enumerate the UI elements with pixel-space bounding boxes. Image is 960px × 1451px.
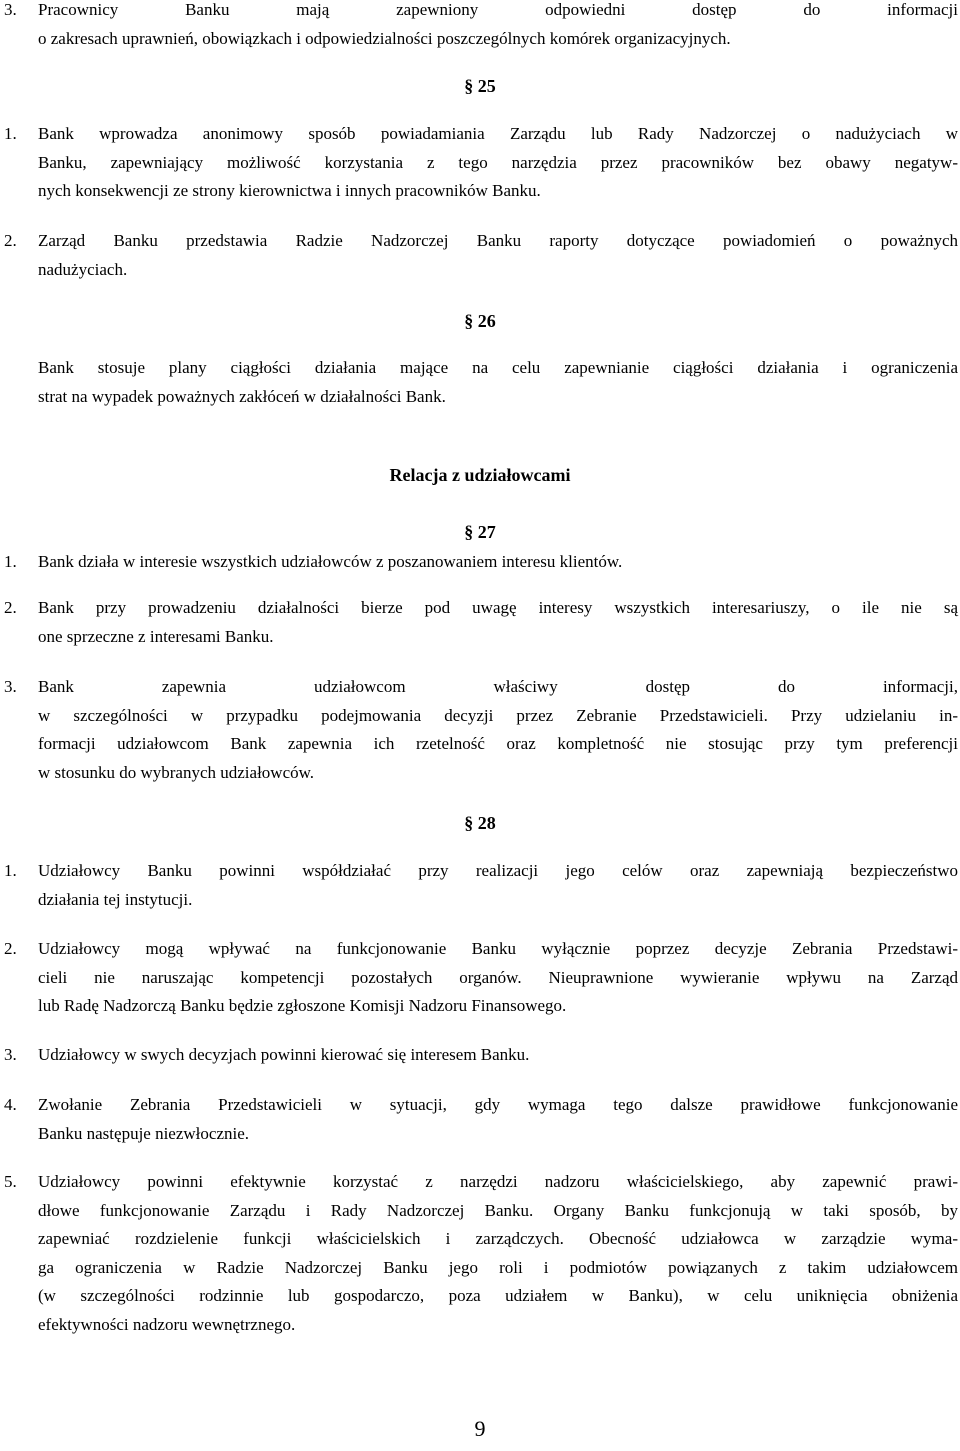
text-line: Bank przy prowadzeniu działalności bierze pod uwagę interesy wszystkich interesariuszy, o ile nie są [38, 598, 958, 617]
section-28-heading: § 28 [464, 813, 496, 833]
text-line: Bank zapewnia udziałowcom właściwy dostęp do informacji, [38, 677, 958, 696]
item-number: 2. [4, 939, 17, 958]
text-line: Banku, zapewniający możliwość korzystania z tego narzędzia przez pracowników bez obawy negatyw- [38, 152, 958, 172]
item-number: 1. [4, 861, 17, 880]
item-number: 2. [4, 231, 17, 250]
item-text [38, 594, 958, 651]
text-line: o zakresach uprawnień, obowiązkach i odpowiedzialności poszczególnych komórek organizacyjnych. [38, 28, 731, 48]
item-number: 5. [4, 1172, 17, 1191]
item-text [38, 1041, 958, 1070]
text-line: cieli nie naruszając kompetencji pozostałych organów. Nieuprawnione wywieranie wpływu na Zarząd [38, 967, 958, 987]
item-number: 2. [4, 598, 17, 617]
item-number: 3. [4, 1045, 17, 1064]
text-line: działania tej instytucji. [38, 889, 193, 909]
text-line: one sprzeczne z interesami Banku. [38, 626, 274, 646]
item-text [38, 1168, 958, 1339]
s28-item-1 [0, 857, 958, 914]
text-line: Udziałowcy Banku powinni współdziałać przy realizacji jego celów oraz zapewniają bezpieczeństwo [38, 861, 958, 880]
text-line: nadużyciach. [38, 259, 128, 279]
text-line: w stosunku do wybranych udziałowców. [38, 762, 315, 782]
text-line: efektywności nadzoru wewnętrznego. [38, 1314, 296, 1334]
item-text [38, 0, 958, 53]
text-line: Udziałowcy w swych decyzjach powinni kierować się interesem Banku. [38, 1045, 530, 1064]
text-line: Udziałowcy mogą wpływać na funkcjonowanie Banku wyłącznie poprzez decyzje Zebrania Przedstawi- [38, 939, 958, 958]
text-line: w szczególności w przypadku podejmowania decyzji przez Zebranie Przedstawicieli. Przy udzielaniu in- [38, 705, 958, 725]
section-26-heading: § 26 [464, 311, 496, 331]
item-text [38, 935, 958, 1021]
text-line: Pracownicy Banku mają zapewniony odpowiedni dostęp do informacji [38, 0, 958, 19]
item-text [38, 120, 958, 206]
text-line: dłowe funkcjonowanie Zarządu i Rady Nadzorczej Banku. Organy Banku funkcjonują w taki sposób, by [38, 1200, 958, 1220]
item-number: 1. [4, 552, 17, 571]
item-text [38, 548, 958, 577]
section-25-heading: § 25 [464, 76, 496, 96]
s28-item-4 [0, 1091, 958, 1148]
item-text [38, 227, 958, 284]
item-text [38, 1091, 958, 1148]
section-27-heading: § 27 [464, 522, 496, 542]
s27-item-2 [0, 594, 958, 651]
text-line: ga ograniczenia w Radzie Nadzorczej Banku jego roli i podmiotów powiązanych z takim udziałowcem [38, 1257, 958, 1277]
s25-item-2 [0, 227, 958, 284]
s27-item-1 [0, 548, 958, 577]
s27-item-3 [0, 673, 958, 787]
text-line: (w szczególności rodzinnie lub gospodarczo, poza udziałem w Banku), w celu uniknięcia obniżenia [38, 1286, 958, 1305]
text-line: strat na wypadek poważnych zakłóceń w działalności Bank. [38, 386, 446, 406]
text-line: Udziałowcy powinni efektywnie korzystać z narzędzi nadzoru właścicielskiego, aby zapewnić prawi- [38, 1172, 958, 1191]
text-line: Banku następuje niezwłocznie. [38, 1123, 250, 1143]
item-text [38, 857, 958, 914]
s24-item-3 [0, 0, 958, 53]
text-line: Bank działa w interesie wszystkich udziałowców z poszanowaniem interesu klientów. [38, 552, 623, 571]
text-line: zapewniać rozdzielenie funkcji właścicielskich i zarządczych. Obecność udziałowca w zarządzie wyma- [38, 1229, 958, 1248]
text-line: Zarząd Banku przedstawia Radzie Nadzorczej Banku raporty dotyczące powiadomień o poważnych [38, 231, 958, 250]
text-line: lub Radę Nadzorczą Banku będzie zgłoszone Komisji Nadzoru Finansowego. [38, 996, 567, 1015]
item-number: 1. [4, 124, 17, 143]
s26-text [38, 354, 958, 411]
text-line: Zwołanie Zebrania Przedstawicieli w sytuacji, gdy wymaga tego dalsze prawidłowe funkcjonowanie [38, 1095, 958, 1114]
text-line: nych konsekwencji ze strony kierownictwa i innych pracowników Banku. [38, 181, 541, 200]
item-number: 3. [4, 0, 17, 19]
s25-item-1 [0, 120, 958, 206]
chapter-heading: Relacja z udziałowcami [389, 465, 571, 485]
item-text [38, 673, 958, 787]
item-number: 4. [4, 1095, 17, 1114]
text-line: Bank wprowadza anonimowy sposób powiadamiania Zarządu lub Rady Nadzorczej o nadużyciach w [38, 124, 958, 143]
page-number: 9 [474, 1416, 486, 1441]
text-line: Bank stosuje plany ciągłości działania mające na celu zapewnianie ciągłości działania i ograniczenia [38, 358, 958, 377]
text-line: formacji udziałowcom Bank zapewnia ich rzetelność oraz kompletność nie stosując przy tym preferencji [38, 734, 958, 753]
s28-item-3 [0, 1041, 958, 1070]
s28-item-5 [0, 1168, 958, 1339]
item-number: 3. [4, 677, 17, 696]
s28-item-2 [0, 935, 958, 1021]
